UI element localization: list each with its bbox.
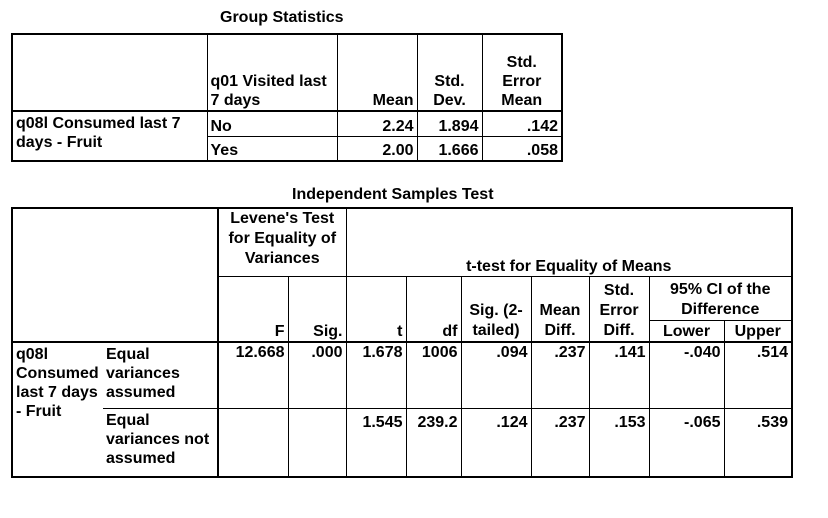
cell-group: No	[207, 111, 337, 136]
row-sub-label: Equal variances not assumed	[103, 408, 218, 477]
cell-upper: .539	[724, 408, 792, 477]
header-t: t	[346, 276, 406, 342]
cell-std-err-diff: .141	[589, 342, 649, 408]
cell-upper: .514	[724, 342, 792, 408]
cell-mean: 2.24	[337, 111, 417, 136]
cell-sig-2-tailed: .094	[461, 342, 531, 408]
table-row	[12, 408, 792, 477]
cell-sig-2-tailed: .124	[461, 408, 531, 477]
header-sig-2-tailed: Sig. (2-tailed)	[461, 276, 531, 342]
header-sig: Sig.	[288, 276, 346, 342]
cell-mean: 2.00	[337, 136, 417, 161]
cell-sig	[288, 408, 346, 477]
header-ttest: t-test for Equality of Means	[346, 208, 792, 276]
empty-header-cell	[12, 34, 207, 111]
cell-std-dev: 1.666	[417, 136, 482, 161]
table-header-row	[12, 208, 792, 276]
cell-df: 239.2	[406, 408, 461, 477]
header-mean-diff: Mean Diff.	[531, 276, 589, 342]
header-std-dev: Std. Dev.	[417, 34, 482, 111]
header-levene: Levene's Test for Equality of Variances	[218, 208, 346, 276]
cell-std-error-mean: .058	[482, 136, 562, 161]
cell-lower: -.040	[649, 342, 724, 408]
row-label: q08l Consumed last 7 days - Fruit	[12, 342, 103, 477]
cell-mean-diff: .237	[531, 342, 589, 408]
header-f: F	[218, 276, 288, 342]
cell-t: 1.545	[346, 408, 406, 477]
header-std-err-diff: Std. Error Diff.	[589, 276, 649, 342]
header-ci: 95% CI of the Difference	[649, 276, 792, 320]
cell-f	[218, 408, 288, 477]
group-statistics-table	[11, 33, 563, 162]
cell-std-error-mean: .142	[482, 111, 562, 136]
row-sub-label: Equal variances assumed	[103, 342, 218, 408]
cell-std-err-diff: .153	[589, 408, 649, 477]
cell-df: 1006	[406, 342, 461, 408]
independent-samples-test-title: Independent Samples Test	[292, 186, 494, 203]
independent-samples-test-table	[11, 207, 793, 478]
cell-mean-diff: .237	[531, 408, 589, 477]
header-std-error-mean: Std. Error Mean	[482, 34, 562, 111]
cell-std-dev: 1.894	[417, 111, 482, 136]
cell-f: 12.668	[218, 342, 288, 408]
header-upper: Upper	[724, 320, 792, 342]
header-group-var: q01 Visited last 7 days	[207, 34, 337, 111]
table-row	[12, 342, 792, 408]
cell-t: 1.678	[346, 342, 406, 408]
table-header-row	[12, 34, 562, 111]
table-row	[12, 111, 562, 136]
header-mean: Mean	[337, 34, 417, 111]
group-statistics-title: Group Statistics	[220, 9, 344, 26]
empty-header-cell	[12, 208, 218, 342]
row-label: q08l Consumed last 7 days - Fruit	[12, 111, 207, 161]
cell-lower: -.065	[649, 408, 724, 477]
cell-sig: .000	[288, 342, 346, 408]
cell-group: Yes	[207, 136, 337, 161]
header-df: df	[406, 276, 461, 342]
header-lower: Lower	[649, 320, 724, 342]
